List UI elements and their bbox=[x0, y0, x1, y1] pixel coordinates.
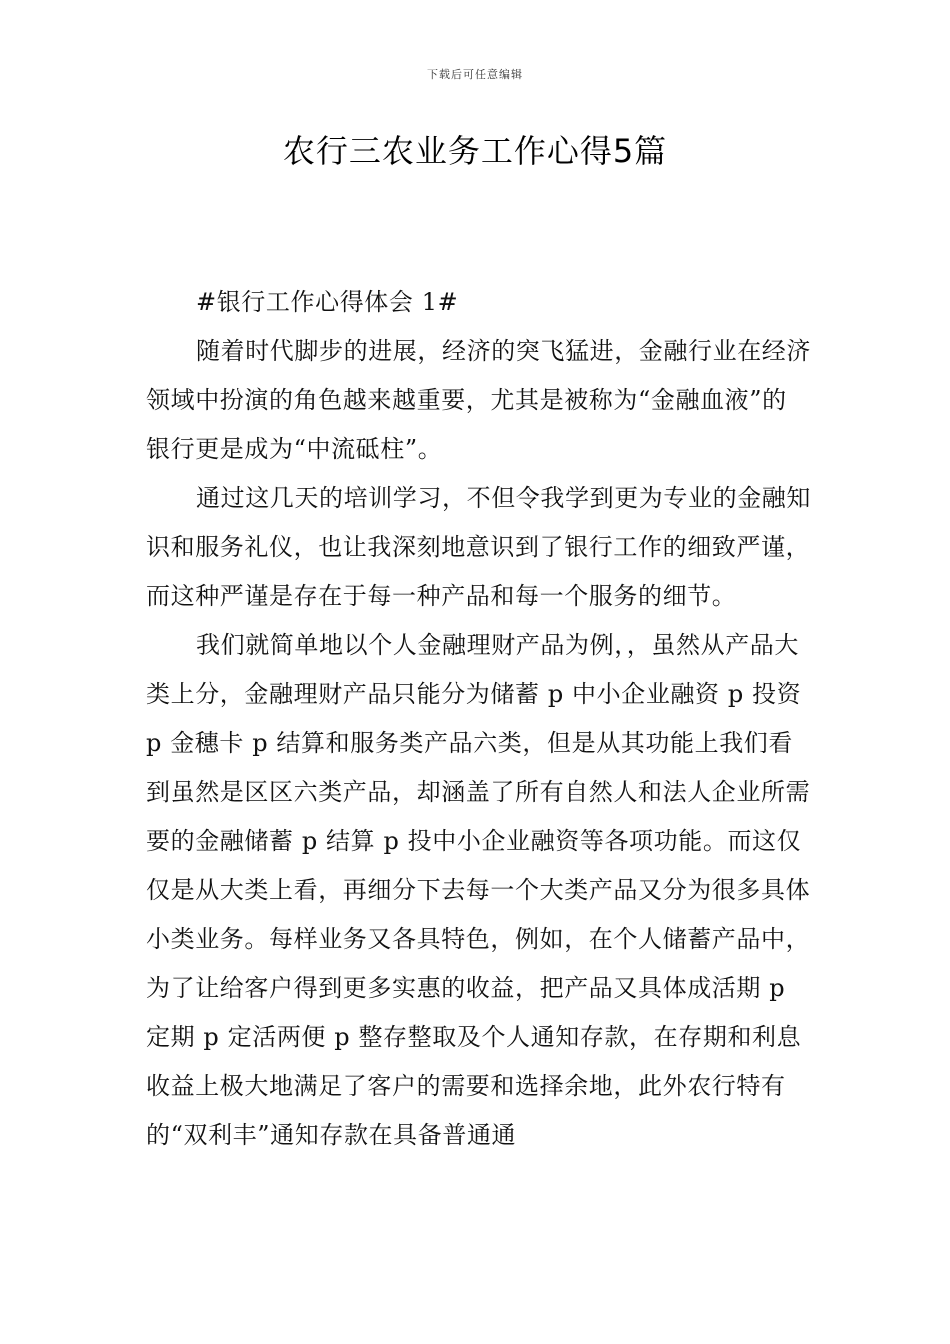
header-note: 下载后可任意编辑 bbox=[427, 68, 523, 81]
document-body bbox=[146, 278, 811, 1160]
paragraph-2: 通过这几天的培训学习，不但令我学到更为专业的金融知识和服务礼仪，也让我深刻地意识到了银行工作的细致严谨，而这种严谨是存在于每一种产品和每一个服务的细节。 bbox=[146, 484, 811, 610]
paragraph-3: 我们就简单地以个人金融理财产品为例，，虽然从产品大类上分，金融理财产品只能分为储蓄 p 中小企业融资 p 投资 p 金穗卡 p 结算和服务类产品六类，但是从其功能上我们看到虽然是区区六类产品，却涵盖了所有自然人和法人企业所需要的金融储蓄 p 结算 p 投中小企业融资等各项功能。而这仅仅是从大类上看，再细分下去每一个大类产品又分为很多具体小类业务。每样业务又各具特色，例如，在个人储蓄产品中，为了让给客户得到更多实惠的收益，把产品又具体成活期 p 定期 p 定活两便 p 整存整取及个人通知存款，在存期和利息收益上极大地满足了客户的需要和选择余地，此外农行特有的“双利丰”通知存款在具备普通通 bbox=[146, 631, 811, 1149]
paragraph-1: 随着时代脚步的进展，经济的突飞猛进，金融行业在经济领域中扮演的角色越来越重要，尤其是被称为“金融血液”的银行更是成为“中流砥柱”。 bbox=[146, 337, 811, 463]
section-heading: #银行工作心得体会 1# bbox=[196, 288, 459, 316]
document-title: 农行三农业务工作心得5篇 bbox=[282, 132, 668, 170]
